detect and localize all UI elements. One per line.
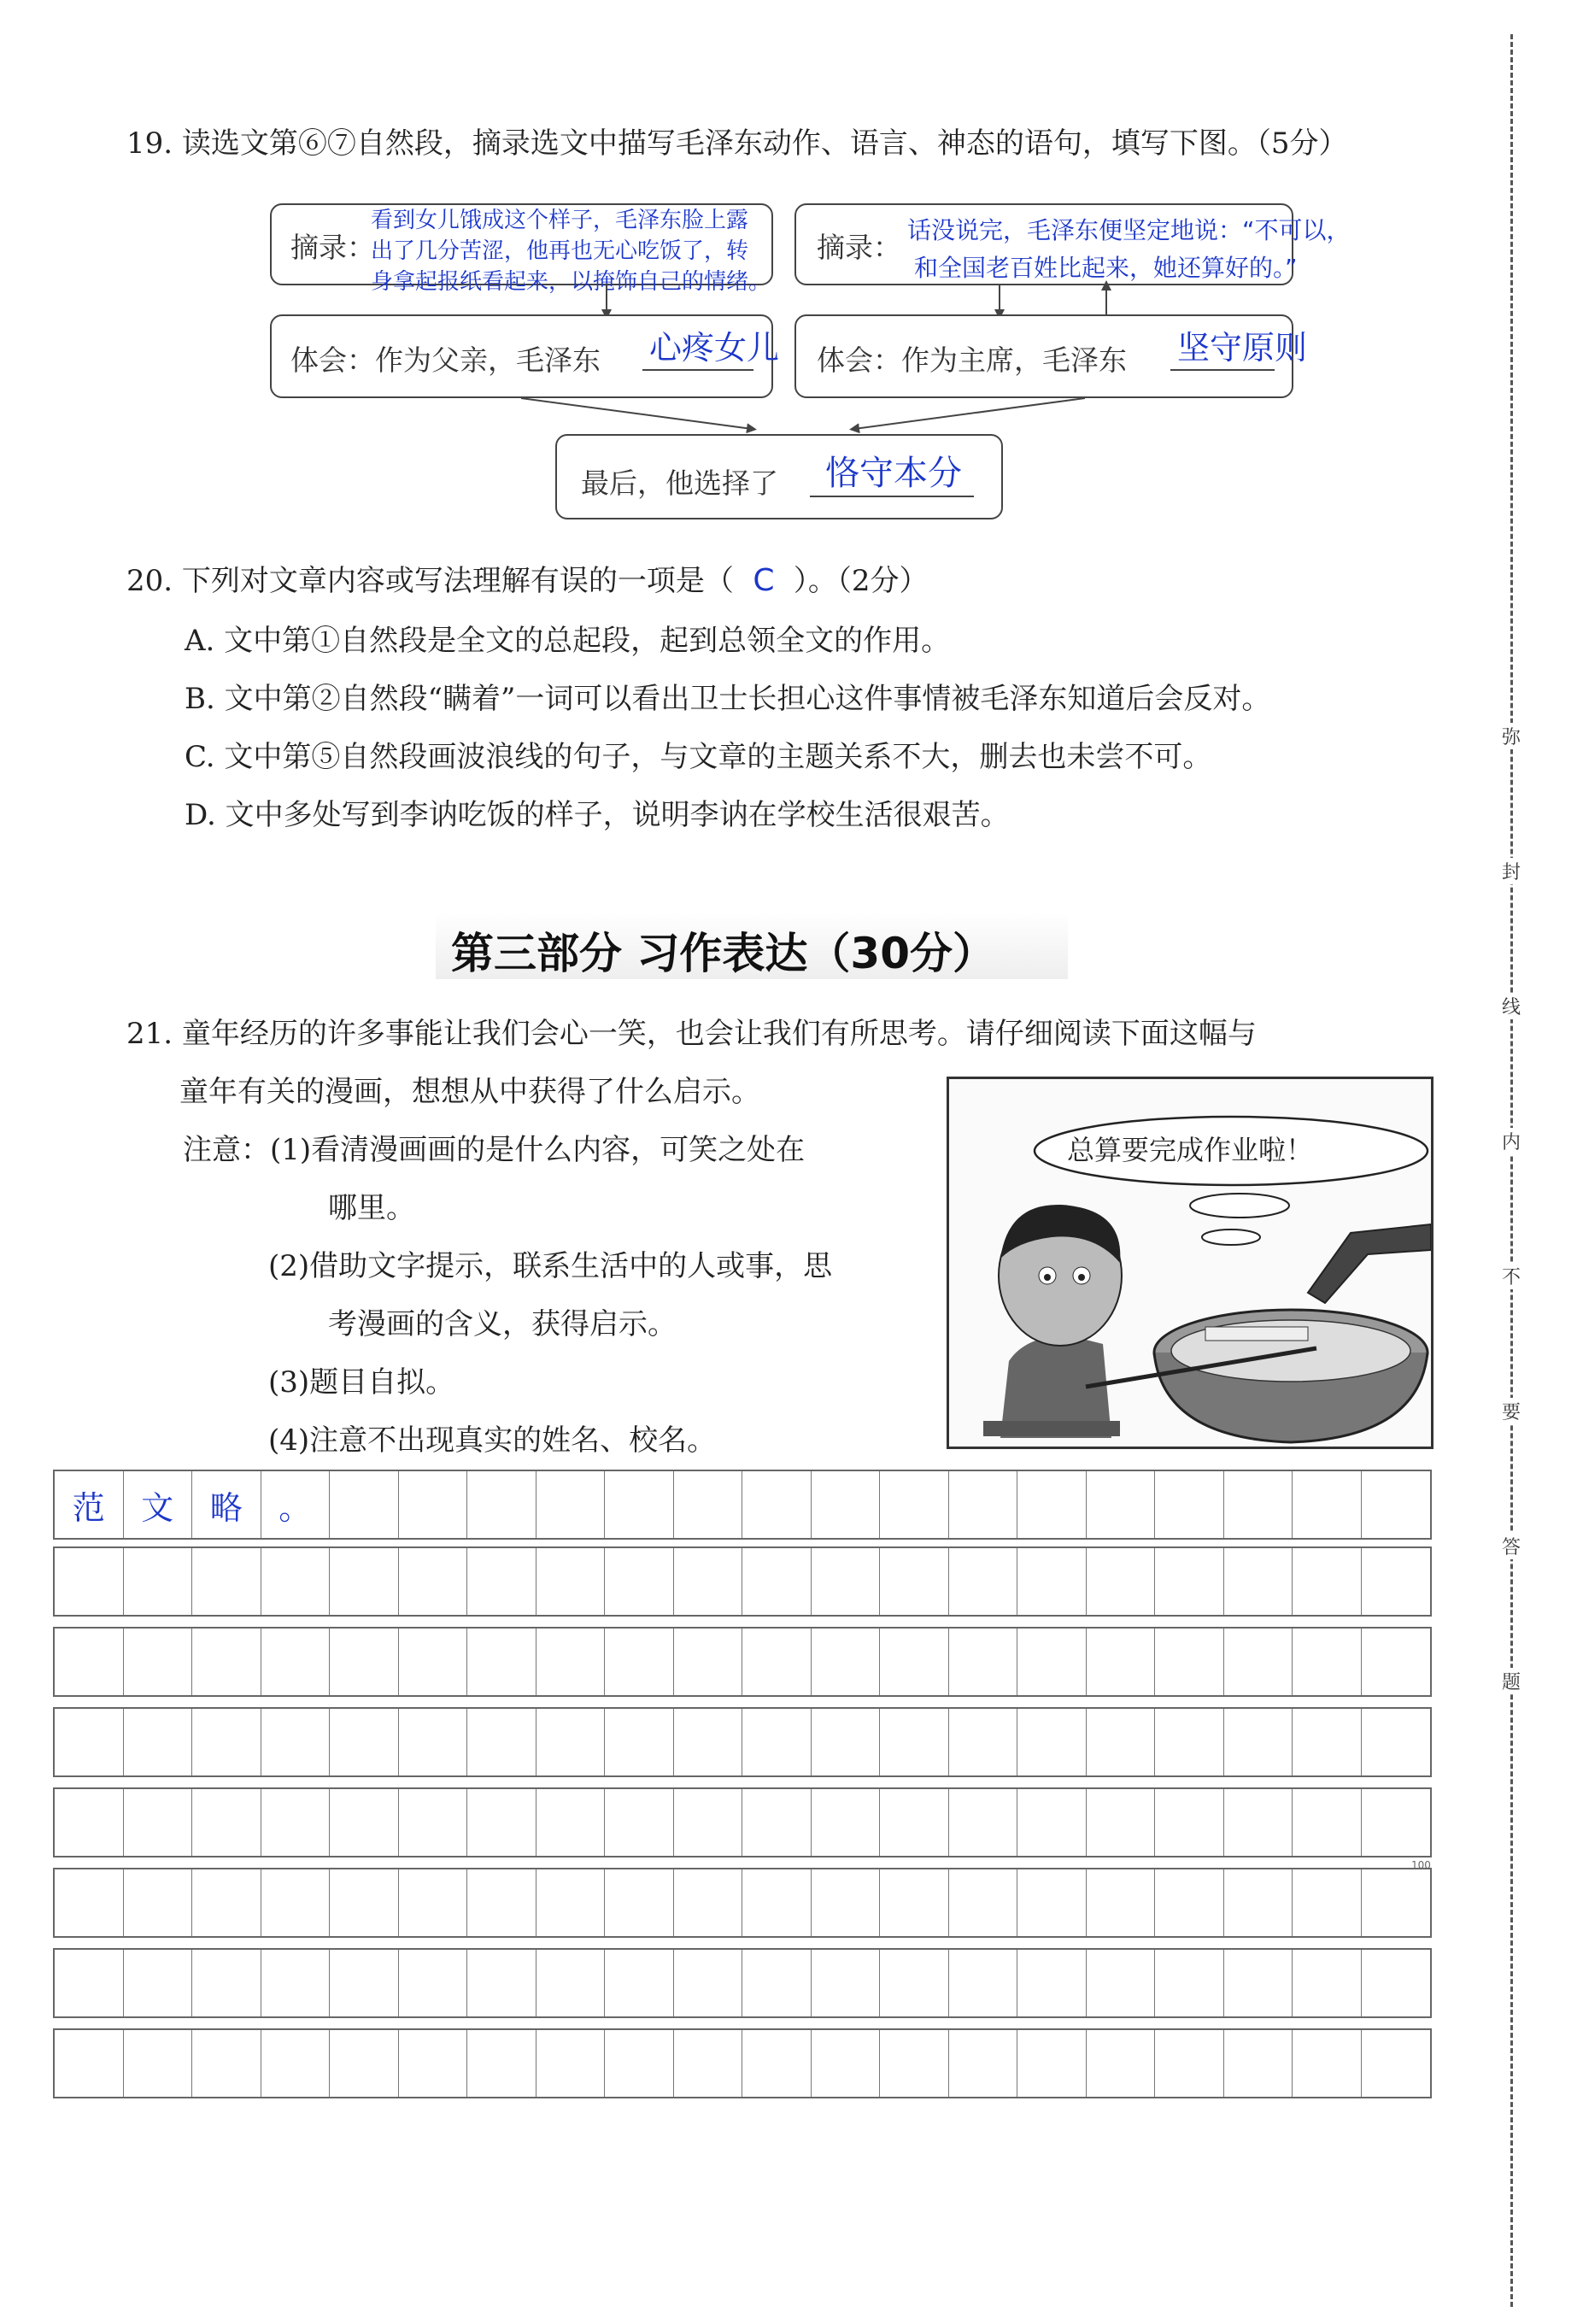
grid-cell (536, 1548, 606, 1615)
grid-cell (1087, 1869, 1156, 1936)
grid-cell (880, 2030, 949, 2097)
grid-cell (1017, 1709, 1087, 1775)
grid-cell (330, 1548, 399, 1615)
grid-cell (261, 2030, 331, 2097)
grid-cell (1362, 1709, 1431, 1775)
grid-cell (1087, 1950, 1156, 2016)
grid-cell (1017, 1789, 1087, 1856)
sidebar-char: 答 (1502, 1533, 1521, 1559)
grid-cell (674, 1471, 743, 1538)
grid-cell (605, 1471, 674, 1538)
grid-cell (192, 1869, 261, 1936)
left-feel-underline (642, 369, 753, 371)
grid-cell (880, 1950, 949, 2016)
grid-cell (742, 1869, 812, 1936)
grid-cell (1224, 1709, 1293, 1775)
q21-note3: (3)题目自拟。 (268, 1365, 455, 1400)
q21-note4: (4)注意不出现真实的姓名、校名。 (268, 1423, 717, 1458)
left-feel-answer: 心疼女儿 (649, 329, 780, 367)
grid-cell (1224, 1471, 1293, 1538)
grid-cell (55, 1789, 124, 1856)
grid-cell (812, 1471, 881, 1538)
grid-cell (674, 1709, 743, 1775)
grid-cell (124, 2030, 193, 2097)
grid-cell: 范 (55, 1471, 124, 1538)
grid-cell (812, 1709, 881, 1775)
grid-cell (1017, 2030, 1087, 2097)
q21-note2b: 考漫画的含义，获得启示。 (328, 1307, 677, 1341)
grid-cell (124, 1950, 193, 2016)
sidebar-char: 弥 (1502, 723, 1521, 749)
grid-cell (880, 1789, 949, 1856)
grid-cell (55, 2030, 124, 2097)
grid-cell: 文 (124, 1471, 193, 1538)
q20-option-a: A. 文中第①自然段是全文的总起段，起到总领全文的作用。 (185, 624, 951, 658)
grid-count-marker: 100 (1411, 1859, 1431, 1871)
grid-cell (467, 1548, 536, 1615)
grid-cell (192, 2030, 261, 2097)
grid-cell (1087, 1548, 1156, 1615)
grid-cell (949, 1629, 1018, 1695)
grid-cell (1017, 1471, 1087, 1538)
grid-row-4 (53, 1707, 1432, 1777)
grid-cell (742, 1548, 812, 1615)
grid-cell (812, 1629, 881, 1695)
grid-cell (536, 1789, 606, 1856)
grid-cell (124, 1629, 193, 1695)
grid-cell (55, 1709, 124, 1775)
grid-cell (55, 1629, 124, 1695)
grid-cell (949, 1471, 1018, 1538)
grid-cell (605, 1548, 674, 1615)
grid-cell (949, 1950, 1018, 2016)
grid-cell (192, 1709, 261, 1775)
grid-cell (812, 1950, 881, 2016)
grid-cell (399, 1548, 468, 1615)
q21-note1a: 注意：(1)看清漫画画的是什么内容，可笑之处在 (183, 1133, 806, 1167)
grid-cell (949, 1789, 1018, 1856)
grid-row-3 (53, 1627, 1432, 1697)
right-feel-label: 体会：作为主席，毛泽东 (817, 343, 1127, 377)
grid-cell (399, 1950, 468, 2016)
sidebar-char: 线 (1502, 993, 1521, 1019)
grid-cell (124, 1548, 193, 1615)
q21-note1b: 哪里。 (328, 1191, 415, 1225)
grid-cell (1017, 1950, 1087, 2016)
grid-cell (742, 2030, 812, 2097)
grid-cell (1362, 1869, 1431, 1936)
grid-row-2 (53, 1546, 1432, 1617)
grid-cell (880, 1629, 949, 1695)
final-underline (810, 496, 974, 497)
grid-cell (124, 1709, 193, 1775)
left-extract-answer-line2: 出了几分苦涩，他再也无心吃饭了，转 (371, 238, 749, 264)
grid-cell (742, 1950, 812, 2016)
grid-cell (1362, 1548, 1431, 1615)
grid-cell (674, 1950, 743, 2016)
grid-cell (1087, 1471, 1156, 1538)
grid-row-8 (53, 2028, 1432, 2098)
grid-cell: 略 (192, 1471, 261, 1538)
grid-cell (467, 1629, 536, 1695)
grid-cell (1362, 1629, 1431, 1695)
right-feel-underline (1170, 369, 1275, 371)
grid-cell (261, 1869, 331, 1936)
grid-cell (536, 1950, 606, 2016)
grid-cell (605, 1869, 674, 1936)
grid-cell (330, 2030, 399, 2097)
grid-cell (1155, 1709, 1224, 1775)
grid-cell (1224, 1629, 1293, 1695)
grid-cell (605, 1789, 674, 1856)
grid-cell (742, 1629, 812, 1695)
grid-cell (880, 1471, 949, 1538)
grid-cell (1224, 1950, 1293, 2016)
grid-cell (1155, 1629, 1224, 1695)
seal-line (1510, 34, 1513, 2307)
right-extract-answer-line1: 话没说完，毛泽东便坚定地说：“不可以， (907, 216, 1351, 244)
grid-cell (605, 1629, 674, 1695)
right-extract-label: 摘录： (817, 231, 901, 264)
grid-cell (330, 1789, 399, 1856)
cartoon-bubble-text: 总算要完成作业啦！ (1066, 1134, 1313, 1166)
grid-cell (1224, 1789, 1293, 1856)
q20-option-c: C. 文中第⑤自然段画波浪线的句子，与文章的主题关系不大，删去也未尝不可。 (185, 740, 1212, 774)
grid-cell (261, 1548, 331, 1615)
grid-cell (742, 1471, 812, 1538)
grid-cell (812, 1789, 881, 1856)
right-feel-answer: 坚守原则 (1177, 329, 1308, 367)
grid-cell (399, 1709, 468, 1775)
grid-cell (1293, 1709, 1362, 1775)
grid-cell (536, 1629, 606, 1695)
sidebar-char: 封 (1502, 858, 1521, 884)
grid-cell (1293, 1471, 1362, 1538)
grid-cell (330, 1950, 399, 2016)
grid-cell (536, 1869, 606, 1936)
grid-cell (467, 2030, 536, 2097)
q21-note2a: (2)借助文字提示，联系生活中的人或事，思 (268, 1249, 833, 1283)
grid-cell (1293, 1950, 1362, 2016)
q20-option-d: D. 文中多处写到李讷吃饭的样子，说明李讷在学校生活很艰苦。 (185, 798, 1010, 832)
grid-cell (399, 1629, 468, 1695)
grid-cell: 。 (261, 1471, 331, 1538)
grid-cell (399, 1789, 468, 1856)
grid-cell (1155, 1789, 1224, 1856)
grid-cell (674, 1869, 743, 1936)
grid-cell (192, 1789, 261, 1856)
grid-cell (1155, 1548, 1224, 1615)
grid-cell (674, 1548, 743, 1615)
grid-cell (1362, 1471, 1431, 1538)
grid-cell (467, 1789, 536, 1856)
grid-cell (949, 1869, 1018, 1936)
grid-cell (880, 1709, 949, 1775)
grid-cell (261, 1950, 331, 2016)
grid-cell (1362, 2030, 1431, 2097)
grid-cell (330, 1869, 399, 1936)
grid-cell (1087, 1629, 1156, 1695)
grid-cell (674, 1629, 743, 1695)
grid-cell (1017, 1548, 1087, 1615)
grid-cell (605, 2030, 674, 2097)
grid-cell (1017, 1629, 1087, 1695)
grid-cell (880, 1869, 949, 1936)
grid-row-7 (53, 1948, 1432, 2018)
grid-cell (1017, 1869, 1087, 1936)
grid-cell (192, 1629, 261, 1695)
sidebar-char: 题 (1502, 1668, 1521, 1694)
left-extract-label: 摘录： (290, 231, 375, 264)
grid-cell (467, 1709, 536, 1775)
sidebar-char: 内 (1502, 1128, 1521, 1154)
final-label: 最后，他选择了 (581, 467, 778, 500)
grid-cell (330, 1709, 399, 1775)
grid-cell (1362, 1789, 1431, 1856)
section3-title: 第三部分 习作表达（30分） (451, 929, 995, 978)
grid-cell (1224, 1548, 1293, 1615)
grid-cell (812, 2030, 881, 2097)
grid-cell (1224, 2030, 1293, 2097)
final-answer: 恪守本分 (825, 454, 962, 493)
sidebar-char: 要 (1502, 1398, 1521, 1424)
grid-cell (536, 1709, 606, 1775)
q20-option-b: B. 文中第②自然段“瞒着”一词可以看出卫士长担心这件事情被毛泽东知道后会反对。 (185, 682, 1271, 716)
grid-cell (812, 1869, 881, 1936)
q21-stem-line2: 童年有关的漫画，想想从中获得了什么启示。 (179, 1075, 760, 1109)
grid-cell (1087, 1709, 1156, 1775)
grid-cell (1155, 2030, 1224, 2097)
grid-cell (399, 2030, 468, 2097)
left-feel-label: 体会：作为父亲，毛泽东 (290, 343, 601, 377)
grid-cell (1087, 2030, 1156, 2097)
left-extract-answer-line1: 看到女儿饿成这个样子，毛泽东脸上露 (371, 208, 749, 233)
grid-cell (261, 1709, 331, 1775)
grid-cell (1293, 1548, 1362, 1615)
grid-cell (1293, 1629, 1362, 1695)
grid-cell (399, 1869, 468, 1936)
grid-cell (536, 2030, 606, 2097)
grid-row-5 (53, 1787, 1432, 1857)
grid-cell (1293, 1869, 1362, 1936)
grid-cell (192, 1950, 261, 2016)
grid-cell (467, 1950, 536, 2016)
grid-cell (124, 1869, 193, 1936)
grid-cell (55, 1869, 124, 1936)
grid-cell (261, 1789, 331, 1856)
grid-row-1 (53, 1470, 1432, 1540)
grid-cell (949, 2030, 1018, 2097)
grid-cell (536, 1471, 606, 1538)
grid-cell (330, 1629, 399, 1695)
q20-stem (126, 564, 929, 598)
grid-cell (399, 1471, 468, 1538)
grid-cell (330, 1471, 399, 1538)
grid-cell (674, 1789, 743, 1856)
right-extract-answer-line2: 和全国老百姓比起来，她还算好的。” (914, 254, 1298, 282)
grid-cell (1362, 1950, 1431, 2016)
cartoon-image (947, 1077, 1433, 1449)
grid-cell (1155, 1471, 1224, 1538)
grid-cell (55, 1950, 124, 2016)
q21-stem-line1: 21. 童年经历的许多事能让我们会心一笑，也会让我们有所思考。请仔细阅读下面这幅与 (126, 1017, 1257, 1051)
grid-cell (949, 1548, 1018, 1615)
grid-cell (742, 1789, 812, 1856)
grid-cell (742, 1709, 812, 1775)
grid-cell (1087, 1789, 1156, 1856)
grid-cell (1155, 1869, 1224, 1936)
grid-cell (1293, 1789, 1362, 1856)
grid-cell (605, 1950, 674, 2016)
grid-cell (124, 1789, 193, 1856)
sidebar-char: 不 (1502, 1263, 1521, 1289)
q19-stem: 19. 读选文第⑥⑦自然段，摘录选文中描写毛泽东动作、语言、神态的语句，填写下图。（5分） (126, 126, 1348, 161)
grid-row-6 (53, 1868, 1432, 1938)
grid-cell (812, 1548, 881, 1615)
q20-stem-before: 20. 下列对文章内容或写法理解有误的一项是（ (126, 564, 734, 598)
grid-cell (1293, 2030, 1362, 2097)
q20-stem-after: ）。（2分） (793, 564, 929, 598)
grid-cell (55, 1548, 124, 1615)
grid-cell (192, 1548, 261, 1615)
grid-cell (1224, 1869, 1293, 1936)
grid-cell (605, 1709, 674, 1775)
grid-cell (674, 2030, 743, 2097)
grid-cell (1155, 1950, 1224, 2016)
grid-cell (880, 1548, 949, 1615)
grid-cell (949, 1709, 1018, 1775)
q20-answer: C (753, 563, 775, 598)
grid-cell (261, 1629, 331, 1695)
left-extract-answer-line3: 身拿起报纸看起来，以掩饰自己的情绪。 (371, 269, 771, 295)
grid-cell (467, 1869, 536, 1936)
grid-cell (467, 1471, 536, 1538)
